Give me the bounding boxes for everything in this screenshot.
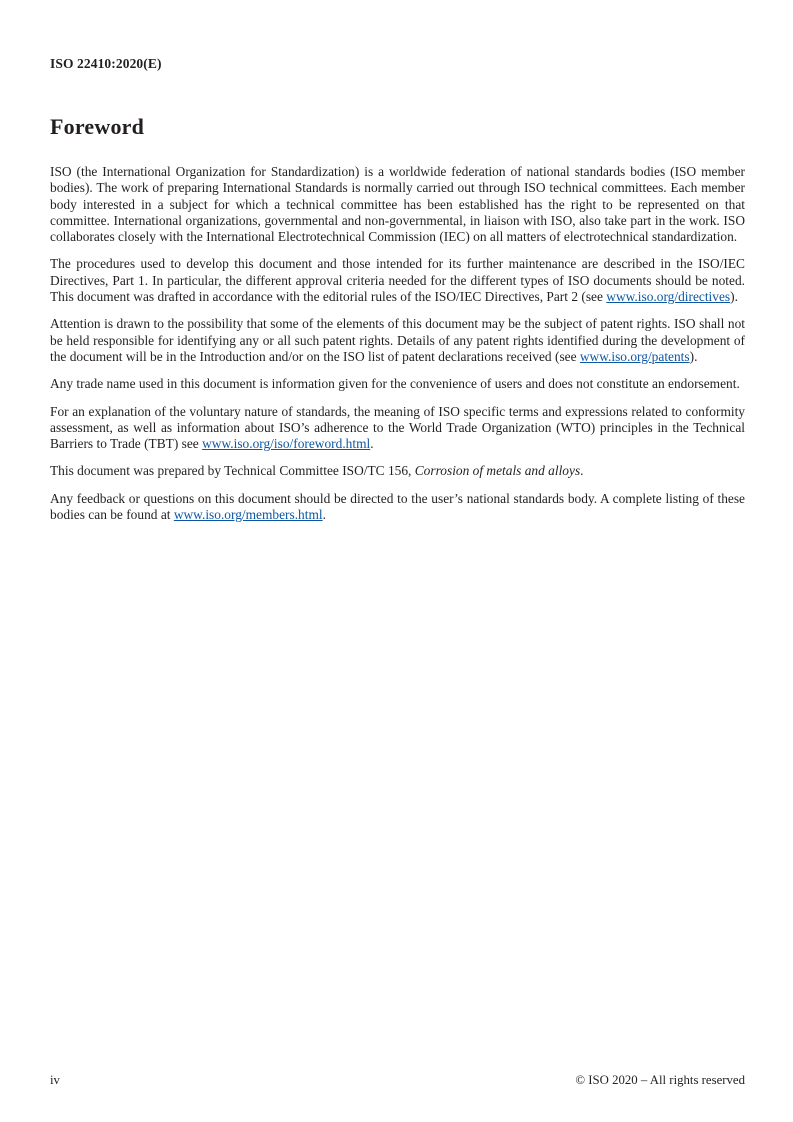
link-iso-patents[interactable]: www.iso.org/patents bbox=[579, 348, 690, 364]
copyright-notice: © ISO 2020 – All rights reserved bbox=[575, 1073, 745, 1087]
paragraph-wto-tbt bbox=[50, 404, 745, 453]
paragraph-text: Attention is drawn to the possibility that some of the elements of this document may be the subject of patent rights. ISO shall not be held responsible for identifying any or all such patent rights. Details of any patent rights identified during the development of the document will be in the Introduction and/or on the ISO list of patent declarations received (see bbox=[50, 316, 745, 364]
document-footer bbox=[50, 1073, 745, 1088]
paragraph-text: This document was prepared by Technical Committee ISO/TC 156, bbox=[50, 463, 415, 479]
link-iso-members[interactable]: www.iso.org/members.html bbox=[173, 507, 323, 523]
paragraph-text: For an explanation of the voluntary nature of standards, the meaning of ISO specific terms and expressions related to conformity assessment, as well as information about ISO’s adherence to the World Trade Organization (WTO) principles in the Technical Barriers to Trade (TBT) see bbox=[50, 403, 745, 452]
paragraph-feedback bbox=[50, 491, 745, 524]
foreword-section bbox=[50, 114, 745, 523]
paragraph-text: . bbox=[322, 507, 326, 523]
paragraph-iso-federation bbox=[50, 164, 745, 245]
paragraph-text: ). bbox=[730, 289, 738, 305]
paragraph-text: Any feedback or questions on this document should be directed to the user’s national standards body. A complete listing of these bodies can be found at bbox=[50, 490, 745, 523]
paragraph-text: The procedures used to develop this document and those intended for its further maintenance are described in the ISO/IEC Directives, Part 1. In particular, the different approval criteria needed for the different types of ISO documents should be noted. This document was drafted in accordance with the editorial rules of the ISO/IEC Directives, Part 2 (see bbox=[50, 256, 745, 305]
document-reference: ISO 22410:2020(E) bbox=[50, 56, 162, 71]
paragraph-text: . bbox=[370, 436, 374, 452]
document-header bbox=[50, 56, 745, 72]
paragraph-text: ISO (the International Organization for Standardization) is a worldwide federation of national standards bodies (ISO member bodies). The work of preparing International Standards is normally carried out through ISO technical committees. Each member body interested in a subject for which a technical committee has been established has the right to be represented on that committee. International organizations, governmental and non-governmental, in liaison with ISO, also take part in the work. ISO collaborates closely with the International Electrotechnical Commission (IEC) on all matters of electrotechnical standardization. bbox=[50, 164, 745, 245]
paragraph-procedures bbox=[50, 256, 745, 305]
section-title: Foreword bbox=[50, 114, 145, 139]
paragraph-text: ). bbox=[689, 348, 698, 364]
paragraph-technical-committee bbox=[50, 463, 745, 479]
page-number: iv bbox=[50, 1073, 60, 1087]
link-iso-foreword[interactable]: www.iso.org/iso/foreword.html bbox=[202, 436, 371, 452]
paragraph-trade-names bbox=[50, 376, 745, 392]
paragraph-text: Any trade name used in this document is information given for the convenience of users and does not constitute an endorsement. bbox=[50, 376, 740, 392]
link-iso-directives[interactable]: www.iso.org/directives bbox=[606, 289, 731, 305]
paragraph-patent-rights bbox=[50, 316, 745, 365]
paragraph-text: . bbox=[580, 463, 584, 479]
committee-subject-italic: Corrosion of metals and alloys bbox=[414, 463, 581, 479]
